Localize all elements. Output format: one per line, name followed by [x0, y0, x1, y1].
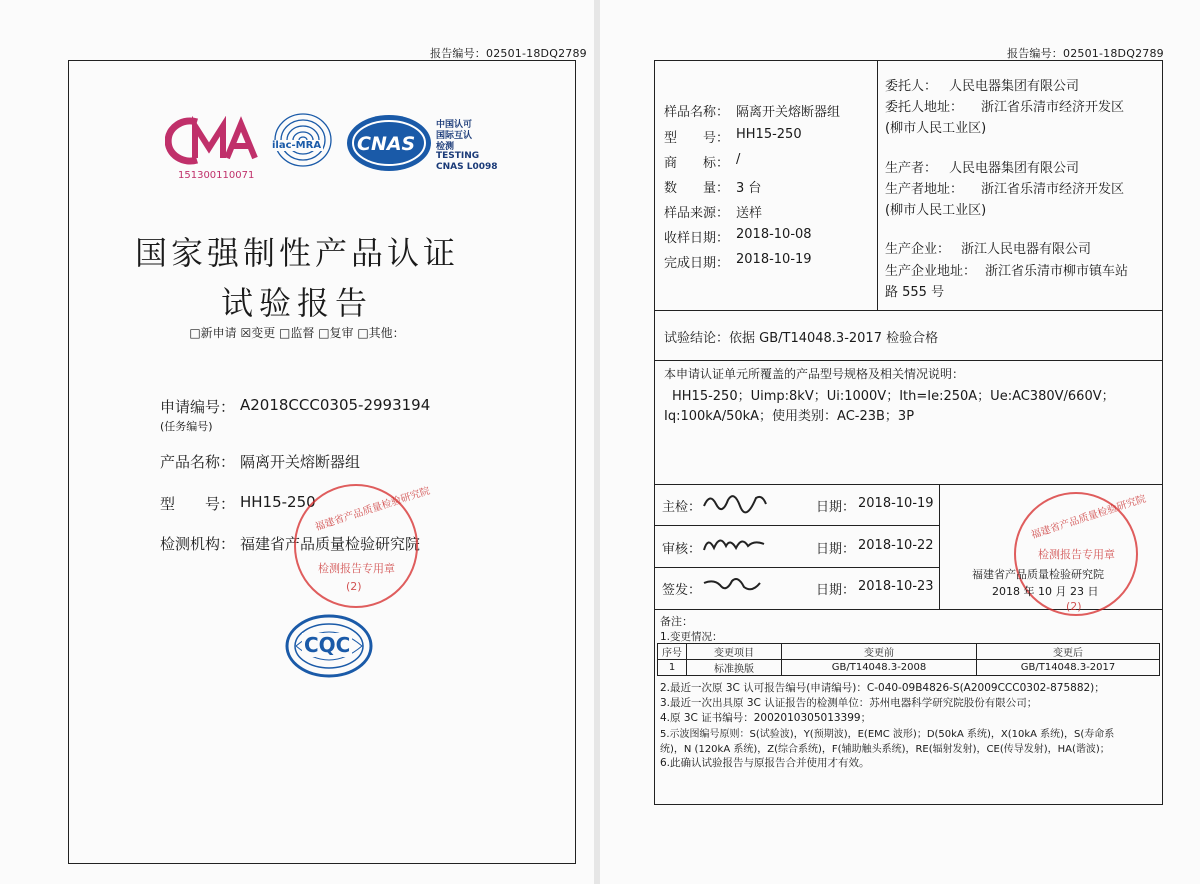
cnas-text: CNAS — [357, 133, 416, 155]
source-label: 样品来源： — [664, 206, 730, 221]
seal-line2: (2) — [346, 580, 362, 593]
note-5b: 统)，N (120kA 系统)，Z(综合系统)，F(辅助触头系统)，RE(辐射发射)，CE(传导发射)，HA(谐波)； — [660, 744, 1110, 755]
product-label: 产品名称： — [160, 453, 236, 471]
table-row — [658, 660, 1160, 676]
chief-date-label: 日期： — [816, 500, 856, 515]
seal-right-line2: (2) — [1066, 600, 1082, 613]
brand-label: 商 标： — [664, 156, 730, 171]
sample-name-value: 隔离开关熔断器组 — [736, 105, 841, 120]
left-page — [0, 0, 594, 884]
change-table — [657, 643, 1160, 676]
issuer-date-label: 日期： — [816, 583, 856, 598]
model-label: 型 号： — [160, 495, 236, 513]
divider-h5 — [654, 567, 939, 568]
note-6: 6.此确认试验报告与原报告合并使用才有效。 — [660, 757, 870, 769]
cnas-code: CNAS L0098 — [436, 162, 498, 172]
client-label: 委托人： — [885, 79, 938, 94]
scope-title: 本申请认证单元所覆盖的产品型号规格及相关情况说明： — [664, 367, 965, 381]
remarks-title: 备注： — [660, 615, 693, 628]
cma-number: 151300110071 — [178, 170, 255, 181]
col-header: 变更项目 — [687, 644, 782, 660]
note-3: 3.最近一次出具原 3C 认证报告的检测单位：苏州电器科学研究院股份有限公司； — [660, 697, 1038, 709]
issuer-label: 签发： — [662, 583, 702, 598]
client-address-value: 浙江省乐清市经济开发区 — [981, 100, 1125, 115]
app-no-label: 申请编号： — [160, 398, 236, 416]
cnas-testing: TESTING — [436, 151, 480, 161]
qty-value: 3 台 — [736, 181, 762, 196]
col-header: 变更后 — [977, 644, 1160, 660]
change-title: 1.变更情况： — [660, 631, 723, 643]
factory-address-value: 浙江省乐清市柳市镇车站 — [985, 264, 1129, 279]
received-date-label: 收样日期： — [664, 231, 730, 246]
received-date-value: 2018-10-08 — [736, 227, 812, 242]
reviewer-date: 2018-10-22 — [858, 538, 934, 553]
issuer-signature — [700, 571, 770, 601]
report-number: 报告编号：02501-18DQ2789 — [430, 47, 587, 60]
report-number-right: 报告编号：02501-18DQ2789 — [1007, 47, 1164, 60]
factory-address-value2: 路 555 号 — [885, 285, 945, 300]
factory-address-label: 生产企业地址： — [885, 264, 977, 279]
client-address-value2: (柳市人民工业区) — [885, 121, 987, 136]
chief-signature — [700, 488, 770, 518]
table-cell: GB/T14048.3-2008 — [782, 660, 977, 676]
ilac-text: ilac-MRA — [272, 140, 322, 151]
scope-line2: Iq:100kA/50kA；使用类别：AC-23B；3P — [664, 409, 915, 424]
completed-date-value: 2018-10-19 — [736, 252, 812, 267]
report-title-line1: 国家强制性产品认证 — [134, 234, 459, 272]
divider-h1 — [654, 310, 1163, 311]
scope-line1: HH15-250；Uimp:8kV；Ui:1000V；Ith=Ie:250A；Ue:AC380V/660V； — [672, 389, 1115, 404]
factory-value: 浙江人民电器有限公司 — [961, 242, 1092, 257]
brand-value: / — [736, 152, 741, 167]
issuer-date: 2018-10-23 — [858, 579, 934, 594]
org-label: 检测机构： — [160, 535, 236, 553]
sample-name-label: 样品名称： — [664, 105, 730, 120]
reviewer-label: 审核： — [662, 542, 702, 557]
product-value: 隔离开关熔断器组 — [240, 453, 361, 471]
application-types: □新申请 ☒变更 □监督 □复审 □其他： — [189, 326, 405, 340]
seal-right-arc-text: 福建省产品质量检验研究院 — [1029, 493, 1148, 542]
maker-address-label: 生产者地址： — [885, 182, 964, 197]
completed-date-label: 完成日期： — [664, 256, 730, 271]
institute-date: 2018 年 10 月 23 日 — [992, 585, 1099, 598]
sample-model-value: HH15-250 — [736, 127, 802, 142]
divider-h4 — [654, 525, 939, 526]
col-header: 序号 — [658, 644, 687, 660]
seal-line1: 检测报告专用章 — [318, 562, 395, 575]
report-title-line2: 试验报告 — [220, 284, 373, 322]
app-no-value: A2018CCC0305-2993194 — [240, 396, 431, 414]
col-header: 变更前 — [782, 644, 977, 660]
cma-logo — [165, 116, 263, 166]
cnas-cn2: 国际互认 — [436, 131, 473, 141]
change-table-header — [658, 644, 1160, 660]
factory-label: 生产企业： — [885, 242, 951, 257]
note-5a: 5.示波图编号原则：S(试验波)，Y(预期波)，E(EMC 波形)；D(50kA 系统)，X(10kA 系统)，S(寿命系 — [660, 729, 1115, 740]
chief-date: 2018-10-19 — [858, 496, 934, 511]
maker-address-value: 浙江省乐清市经济开发区 — [981, 182, 1125, 197]
divider-v2 — [939, 484, 940, 609]
maker-label: 生产者： — [885, 161, 938, 176]
maker-value: 人民电器集团有限公司 — [949, 161, 1080, 176]
table-cell: GB/T14048.3-2017 — [977, 660, 1160, 676]
cnas-cn3: 检测 — [436, 142, 455, 152]
divider-v1 — [877, 60, 878, 310]
institute-name: 福建省产品质量检验研究院 — [972, 568, 1104, 581]
right-page — [600, 0, 1200, 884]
note-2: 2.最近一次原 3C 认可报告编号(申请编号)：C-040-09B4826-S(A2009CCC0302-875882)； — [660, 682, 1105, 694]
maker-address-value2: (柳市人民工业区) — [885, 203, 987, 218]
reviewer-signature — [700, 530, 770, 560]
note-4: 4.原 3C 证书编号：2002010305013399； — [660, 712, 872, 724]
org-value: 福建省产品质量检验研究院 — [240, 535, 421, 553]
source-value: 送样 — [736, 206, 763, 221]
cnas-cn1: 中国认可 — [436, 120, 473, 130]
task-no-label: (任务编号) — [160, 420, 213, 433]
sample-model-label: 型 号： — [664, 131, 730, 146]
divider-h3 — [654, 484, 1163, 485]
cqc-text: CQC — [304, 633, 351, 657]
seal-right-line1: 检测报告专用章 — [1038, 548, 1115, 561]
client-address-label: 委托人地址： — [885, 100, 964, 115]
table-cell: 1 — [658, 660, 687, 676]
seal-arc-text: 福建省产品质量检验研究院 — [313, 485, 432, 534]
table-cell: 标准换版 — [687, 660, 782, 676]
qty-label: 数 量： — [664, 181, 730, 196]
client-value: 人民电器集团有限公司 — [949, 79, 1080, 94]
model-value: HH15-250 — [240, 493, 316, 511]
chief-inspector-label: 主检： — [662, 500, 702, 515]
test-conclusion: 试验结论：依据 GB/T14048.3-2017 检验合格 — [664, 331, 939, 346]
reviewer-date-label: 日期： — [816, 542, 856, 557]
divider-h2 — [654, 360, 1163, 361]
